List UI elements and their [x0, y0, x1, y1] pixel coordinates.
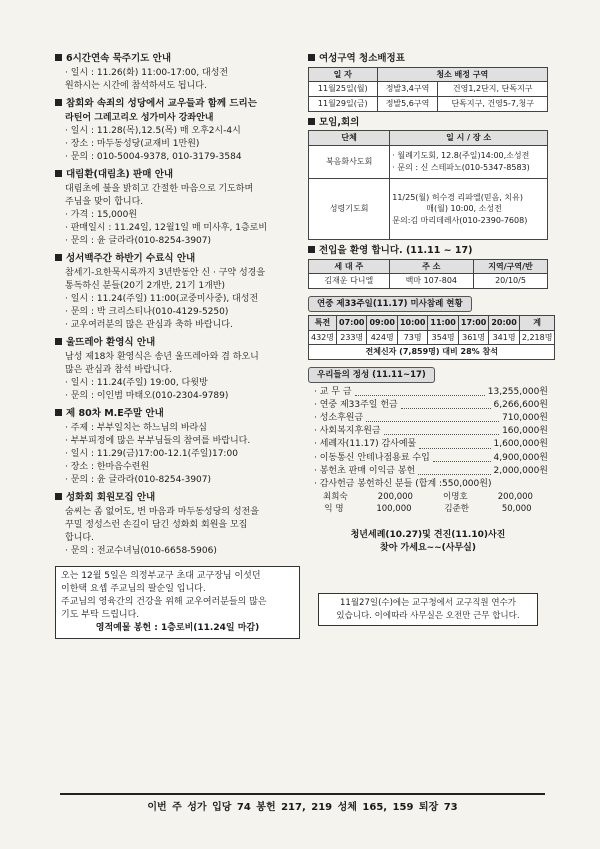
table-cell: 233명 [337, 330, 367, 345]
text-line: 통독하신 분들(20기 2개반, 21기 1개반) [65, 280, 226, 291]
section-meetings [308, 116, 548, 240]
bullet-square-icon [308, 54, 315, 61]
text-line: 이한택 요셉 주교님의 팔순일 입니다. [61, 583, 206, 594]
left-column [55, 52, 300, 639]
text-line: · 일시 : 11.24(주일) 11:00(교중미사중), 대성전 [65, 293, 259, 304]
table-header: 10:00 [397, 316, 427, 331]
table-cell: 354명 [428, 330, 458, 345]
table-cell: 2,218명 [519, 330, 555, 345]
section-welcome [308, 244, 548, 289]
section-title: 대림환(대림초) 판매 안내 [66, 168, 174, 180]
table-header: 09:00 [367, 316, 397, 331]
text-line: · 문의 : 010-5004-9378, 010-3179-3584 [65, 151, 242, 162]
text-line: · 판매일시 : 11.24일, 12월1일 매 미사후, 1층로비 [65, 222, 268, 233]
table-cell: 정발5,6구역 [377, 96, 438, 111]
bullet-square-icon [308, 246, 315, 253]
table-cell: 11월29일(금) [309, 96, 378, 111]
table-header: 세 대 주 [309, 259, 390, 274]
cleaning-table [308, 67, 548, 112]
table-header: 주 소 [389, 259, 473, 274]
table-header: 07:00 [337, 316, 367, 331]
table-cell: 341명 [489, 330, 519, 345]
attendance-summary: 전체신자 (7,859명) 대비 28% 참석 [309, 345, 555, 360]
text-line: 주님을 맞이 합니다. [65, 196, 144, 207]
bullet-square-icon [55, 338, 62, 345]
right-column [308, 52, 553, 626]
section-title: 울뜨레아 환영식 안내 [66, 336, 156, 348]
section-gregorian [55, 97, 300, 164]
text-line: 매(월) 10:00, 소성전 [426, 204, 502, 214]
notice-footer: 영적예물 봉헌 : 1층로비(11.24일 마감) [95, 622, 260, 633]
attendance-title: 연중 제33주일(11.17) 미사참례 현황 [308, 296, 472, 312]
table-header: 11:00 [428, 316, 458, 331]
bullet-square-icon [55, 170, 62, 177]
text-line: 있습니다. 이에따라 사무실은 오전만 근무 합니다. [336, 610, 520, 621]
table-row [309, 330, 555, 345]
table-row [309, 178, 548, 239]
table-cell: 361명 [458, 330, 488, 345]
table-cell: 20/10/5 [473, 274, 547, 289]
table-row [309, 96, 548, 111]
table-cell: 정발3,4구역 [377, 82, 438, 97]
meetings-table [308, 130, 548, 240]
text-line: · 주제 : 부부일치는 하느님의 바라심 [65, 422, 207, 433]
table-header: 일 자 [309, 67, 378, 82]
office-notice-box [318, 593, 538, 626]
section-attendance [308, 293, 553, 360]
text-line: · 장소 : 한마음수련원 [65, 461, 150, 472]
text-line: 청년세례(10.27)및 견진(11.10)사진 [350, 530, 506, 541]
text-line: · 가격 : 15,000원 [65, 209, 138, 220]
section-title: 성서백주간 하반기 수료식 안내 [66, 252, 196, 264]
welcome-table [308, 259, 548, 289]
text-line: · 장소 : 마두동성당(교재비 1만원) [65, 138, 200, 149]
section-title: 6시간연속 묵주기도 안내 [66, 53, 171, 64]
text-line: · 문의 : 이인범 마태오(010-2304-9789) [65, 390, 229, 401]
text-line: 숨씨는 좀 없어도, 번 마음과 마두동성당의 성전을 [65, 506, 259, 517]
section-title: 참회와 속죄의 성당에서 교우들과 함께 드리는 [66, 97, 257, 109]
list-item: · 연중 제33주일 헌금 6,266,600원 [314, 400, 548, 411]
text-line: 기도 부탁 드립니다. [61, 609, 140, 620]
table-cell: 김재운 다니엘 [309, 274, 390, 289]
thanks-heading: · 감사헌금 봉헌하신 분들 (합계 :550,000원) [314, 478, 492, 489]
section-bible-100 [55, 252, 300, 332]
group-name: 성령기도회 [309, 178, 390, 239]
bishop-notice-box [55, 566, 300, 639]
group-name: 북음화사도회 [309, 145, 390, 178]
bullet-square-icon [55, 54, 62, 61]
text-line: 11/25(월) 허수경 리파엘(믿음, 치유) [392, 192, 523, 202]
table-header: 계 [519, 316, 555, 331]
attendance-table [308, 315, 555, 360]
text-line: 많은 관심과 참석 바랍니다. [65, 364, 173, 375]
table-cell: 424명 [367, 330, 397, 345]
list-item: · 성소후원금 710,000원 [314, 413, 548, 424]
text-line: 오는 12월 5일은 의정부교구 초대 교구장님 이섯던 [61, 570, 261, 581]
table-header: 청소 배정 구역 [377, 67, 547, 82]
text-line: 주교님의 영육간의 건강을 위해 교우여러분들의 많은 [61, 596, 267, 607]
table-row [309, 82, 548, 97]
section-donations [308, 364, 548, 515]
list-item: · 이동통신 안테나점용료 수입 4,900,000원 [314, 452, 548, 463]
text-line: 꾸밀 정성스런 손길이 담긴 성화회 회원을 모집 [65, 519, 248, 530]
table-header: 단체 [309, 131, 390, 146]
bullet-square-icon [55, 254, 62, 261]
giver-row: 익 명 100,000 김준한 50,000 [324, 503, 532, 514]
list-item: · 사회복지후원금 160,000원 [314, 426, 548, 437]
bullet-square-icon [55, 409, 62, 416]
section-title: 여성구역 청소배정표 [319, 53, 405, 64]
text-line: 원하시는 시간에 참석하셔도 됩니다. [65, 80, 207, 91]
text-line: 11월27일(수)에는 교구청에서 교구직원 연수가 [340, 598, 516, 609]
section-cleaning [308, 52, 548, 112]
table-header: 일 시 / 장 소 [390, 131, 548, 146]
list-item: · 봉헌초 판매 이익금 봉헌 2,000,000원 [314, 465, 548, 476]
section-art-society [55, 491, 300, 558]
text-line: · 교우여러분의 많은 관심과 축하 바랍니다. [65, 319, 233, 330]
section-title: 제 80차 M.E주말 안내 [66, 407, 164, 419]
section-ultreya [55, 336, 300, 403]
bullet-square-icon [55, 493, 62, 500]
text-line: · 문의 : 윤 글라라(010-8254-3907) [65, 474, 212, 485]
donations-title: 우리들의 정성 (11.11~17) [308, 367, 435, 383]
text-line: · 일시 : 11.29(금)17:00-12.1(주일)17:00 [65, 448, 238, 459]
table-cell: 단독지구, 건영5-7,청구 [438, 96, 548, 111]
table-cell: 73명 [397, 330, 427, 345]
section-me-weekend [55, 407, 300, 487]
table-header: 17:00 [458, 316, 488, 331]
text-line: · 문의 : 박 크리스티나(010-4129-5250) [65, 306, 229, 317]
table-header: 특전 [309, 316, 337, 331]
text-line: 찾아 가세요~~(사무실) [380, 543, 476, 554]
text-line: · 일시 : 11.24(주일) 19:00, 다윗방 [65, 377, 208, 388]
text-line: · 문의 : 전교수녀님(010-6658-5906) [65, 545, 217, 556]
text-line: · 일시 : 11.26(화) 11:00-17:00, 대성전 [65, 67, 229, 78]
section-advent-wreath [55, 168, 300, 248]
table-cell: 11월25일(월) [309, 82, 378, 97]
table-cell: 백마 107-804 [389, 274, 473, 289]
text-line: · 문의 : 신 스테파노(010-5347-8583) [392, 162, 530, 172]
text-line: 라틴어 그레고리오 성가미사 강좌안내 [65, 112, 214, 123]
text-line: · 부부피정에 많은 부부님들의 참여를 바랍니다. [65, 435, 251, 446]
text-line: 대림초에 불을 밝히고 간절한 마음으로 기도하며 [65, 183, 254, 194]
photo-notice [308, 529, 548, 555]
hymn-footer: 이번 주 성가 입당 74 봉헌 217, 219 성체 165, 159 퇴장 73 [60, 793, 545, 821]
table-header: 20:00 [489, 316, 519, 331]
text-line: · 문의 : 윤 글라라(010-8254-3907) [65, 235, 212, 246]
text-line: 남성 제18차 환영식은 송년 울뜨레아와 겸 하오니 [65, 351, 259, 362]
list-item: · 교 무 금 13,255,000원 [314, 387, 548, 398]
table-cell: 건영1,2단지, 단독지구 [438, 82, 548, 97]
bullet-square-icon [308, 118, 315, 125]
text-line: 합니다. [65, 532, 94, 543]
table-header: 지역/구역/반 [473, 259, 547, 274]
table-cell: 432명 [309, 330, 337, 345]
section-rosary [55, 52, 300, 93]
section-title: 성화회 회원모집 안내 [66, 491, 156, 503]
text-line: 문의:김 마리데레사(010-2390-7608) [392, 215, 528, 225]
text-line: · 일시 : 11.28(목),12.5(목) 매 오후2시-4시 [65, 125, 241, 136]
giver-row: 최희숙 200,000 이명호 200,000 [323, 491, 533, 502]
text-line: 참세기-요한묵시록까지 3년반동안 신 · 구약 성경을 [65, 267, 266, 278]
table-row [309, 145, 548, 178]
text-line: · 월례기도회, 12.8(주일)14:00,소성전 [392, 151, 530, 161]
bullet-square-icon [55, 99, 62, 106]
section-title: 전입을 환영 합니다. (11.11 ~ 17) [319, 244, 473, 256]
section-title: 모임,회의 [319, 116, 360, 128]
list-item: · 세례자(11.17) 감사예물 1,600,000원 [314, 439, 548, 450]
table-row [309, 274, 548, 289]
